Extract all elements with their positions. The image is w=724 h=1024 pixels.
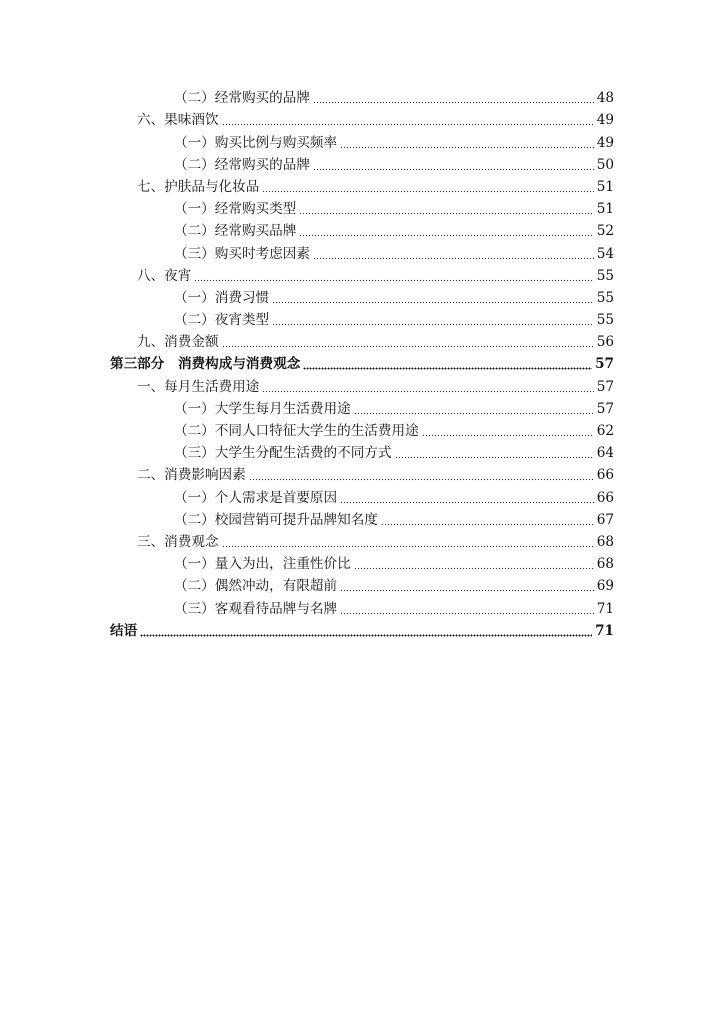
toc-entry[interactable]: [0, 129, 614, 151]
toc-entry-title: （二）偶然冲动，有限超前: [174, 578, 338, 595]
dot-leader: [313, 92, 594, 104]
toc-entry[interactable]: [0, 418, 614, 440]
toc-entry-title: （三）大学生分配生活费的不同方式: [174, 445, 392, 462]
toc-entry-title: （一）购买比例与购买频率: [174, 134, 338, 151]
toc-entry-title: 八、夜宵: [137, 267, 192, 284]
toc-entry-title: 结语: [110, 622, 138, 639]
toc-entry[interactable]: [0, 174, 614, 196]
toc-entry-page-number: 57: [595, 356, 614, 373]
toc-entry[interactable]: [0, 307, 614, 329]
dot-leader: [340, 603, 594, 615]
toc-entry[interactable]: [0, 218, 614, 240]
toc-entry[interactable]: [0, 85, 614, 107]
toc-entry-title: （一）量入为出，注重性价比: [174, 556, 351, 573]
toc-entry[interactable]: [0, 618, 614, 640]
toc-entry-page-number: 55: [596, 289, 614, 306]
toc-entry-page-number: 52: [596, 223, 614, 240]
toc-entry-page-number: 55: [596, 267, 614, 284]
toc-entry-page-number: 55: [596, 312, 614, 329]
toc-entry-title: 七、护肤品与化妆品: [137, 178, 260, 195]
dot-leader: [249, 469, 594, 481]
dot-leader: [354, 403, 594, 415]
toc-entry-page-number: 66: [596, 467, 614, 484]
toc-entry-page-number: 66: [596, 489, 614, 506]
toc-entry-title: （二）经常购买品牌: [174, 223, 297, 240]
toc-entry-title: （三）客观看待品牌与名牌: [174, 600, 338, 617]
toc-entry[interactable]: [0, 484, 614, 506]
dot-leader: [194, 270, 593, 282]
toc-entry-title: 一、每月生活费用途: [137, 378, 260, 395]
dot-leader: [262, 381, 593, 393]
toc-entry-page-number: 49: [596, 134, 614, 151]
toc-entry[interactable]: [0, 285, 614, 307]
toc-entry-page-number: 57: [596, 378, 614, 395]
dot-leader: [272, 314, 594, 326]
dot-leader: [395, 447, 594, 459]
dot-leader: [422, 425, 594, 437]
toc-entry-title: （三）购买时考虑因素: [174, 245, 310, 262]
toc-entry[interactable]: [0, 373, 614, 395]
dot-leader: [313, 159, 594, 171]
dot-leader: [313, 248, 594, 260]
toc-entry[interactable]: [0, 595, 614, 617]
toc-entry-title: 九、消费金额: [137, 334, 219, 351]
dot-leader: [381, 514, 594, 526]
toc-entry-page-number: 56: [596, 334, 614, 351]
dot-leader: [340, 137, 594, 149]
toc-entry[interactable]: [0, 152, 614, 174]
dot-leader: [299, 225, 593, 237]
toc-entry-title: （一）大学生每月生活费用途: [174, 400, 351, 417]
dot-leader: [222, 114, 594, 126]
toc-entry[interactable]: [0, 462, 614, 484]
toc-entry-title: （一）消费习惯: [174, 289, 270, 306]
toc-entry-title: 第三部分 消费构成与消费观念: [110, 356, 301, 373]
toc-entry[interactable]: [0, 551, 614, 573]
toc-entry[interactable]: [0, 507, 614, 529]
dot-leader: [303, 358, 592, 370]
toc-entry[interactable]: [0, 529, 614, 551]
toc-entry-page-number: 68: [596, 533, 614, 550]
toc-entry-page-number: 51: [596, 201, 614, 218]
toc-entry-title: （一）个人需求是首要原因: [174, 489, 338, 506]
toc-entry-page-number: 68: [596, 556, 614, 573]
toc-entry-title: 二、消费影响因素: [137, 467, 246, 484]
toc-entry-title: 六、果味酒饮: [137, 112, 219, 129]
dot-leader: [222, 336, 594, 348]
toc-entry[interactable]: [0, 351, 614, 373]
toc-entry-title: （二）经常购买的品牌: [174, 90, 310, 107]
dot-leader: [140, 625, 592, 637]
dot-leader: [354, 558, 594, 570]
dot-leader: [262, 181, 593, 193]
toc-entry-title: （二）校园营销可提升品牌知名度: [174, 511, 378, 528]
toc-entry[interactable]: [0, 573, 614, 595]
toc-entry-title: （二）经常购买的品牌: [174, 156, 310, 173]
toc-entry[interactable]: [0, 396, 614, 418]
toc-entry[interactable]: [0, 329, 614, 351]
toc-entry[interactable]: [0, 263, 614, 285]
toc-entry-page-number: 69: [596, 578, 614, 595]
toc-entry[interactable]: [0, 107, 614, 129]
toc-entry[interactable]: [0, 196, 614, 218]
toc-entry[interactable]: [0, 440, 614, 462]
table-of-contents: [0, 85, 724, 640]
toc-entry-page-number: 49: [596, 112, 614, 129]
toc-entry-title: （二）夜宵类型: [174, 312, 270, 329]
toc-entry-title: 三、消费观念: [137, 533, 219, 550]
toc-entry-page-number: 71: [595, 622, 614, 639]
toc-entry-page-number: 62: [596, 423, 614, 439]
toc-entry-page-number: 71: [596, 600, 614, 617]
dot-leader: [340, 580, 594, 592]
dot-leader: [272, 292, 594, 304]
toc-entry[interactable]: [0, 240, 614, 262]
toc-entry-page-number: 67: [596, 511, 614, 528]
toc-entry-page-number: 64: [596, 445, 614, 462]
toc-entry-page-number: 48: [596, 90, 614, 107]
toc-entry-page-number: 54: [596, 245, 614, 262]
dot-leader: [340, 492, 594, 504]
toc-entry-page-number: 51: [596, 178, 614, 195]
dot-leader: [222, 536, 594, 548]
dot-leader: [299, 203, 593, 215]
toc-entry-title: （二）不同人口特征大学生的生活费用途: [174, 423, 419, 439]
toc-entry-page-number: 57: [596, 400, 614, 417]
toc-entry-title: （一）经常购买类型: [174, 201, 297, 218]
toc-entry-page-number: 50: [596, 156, 614, 173]
